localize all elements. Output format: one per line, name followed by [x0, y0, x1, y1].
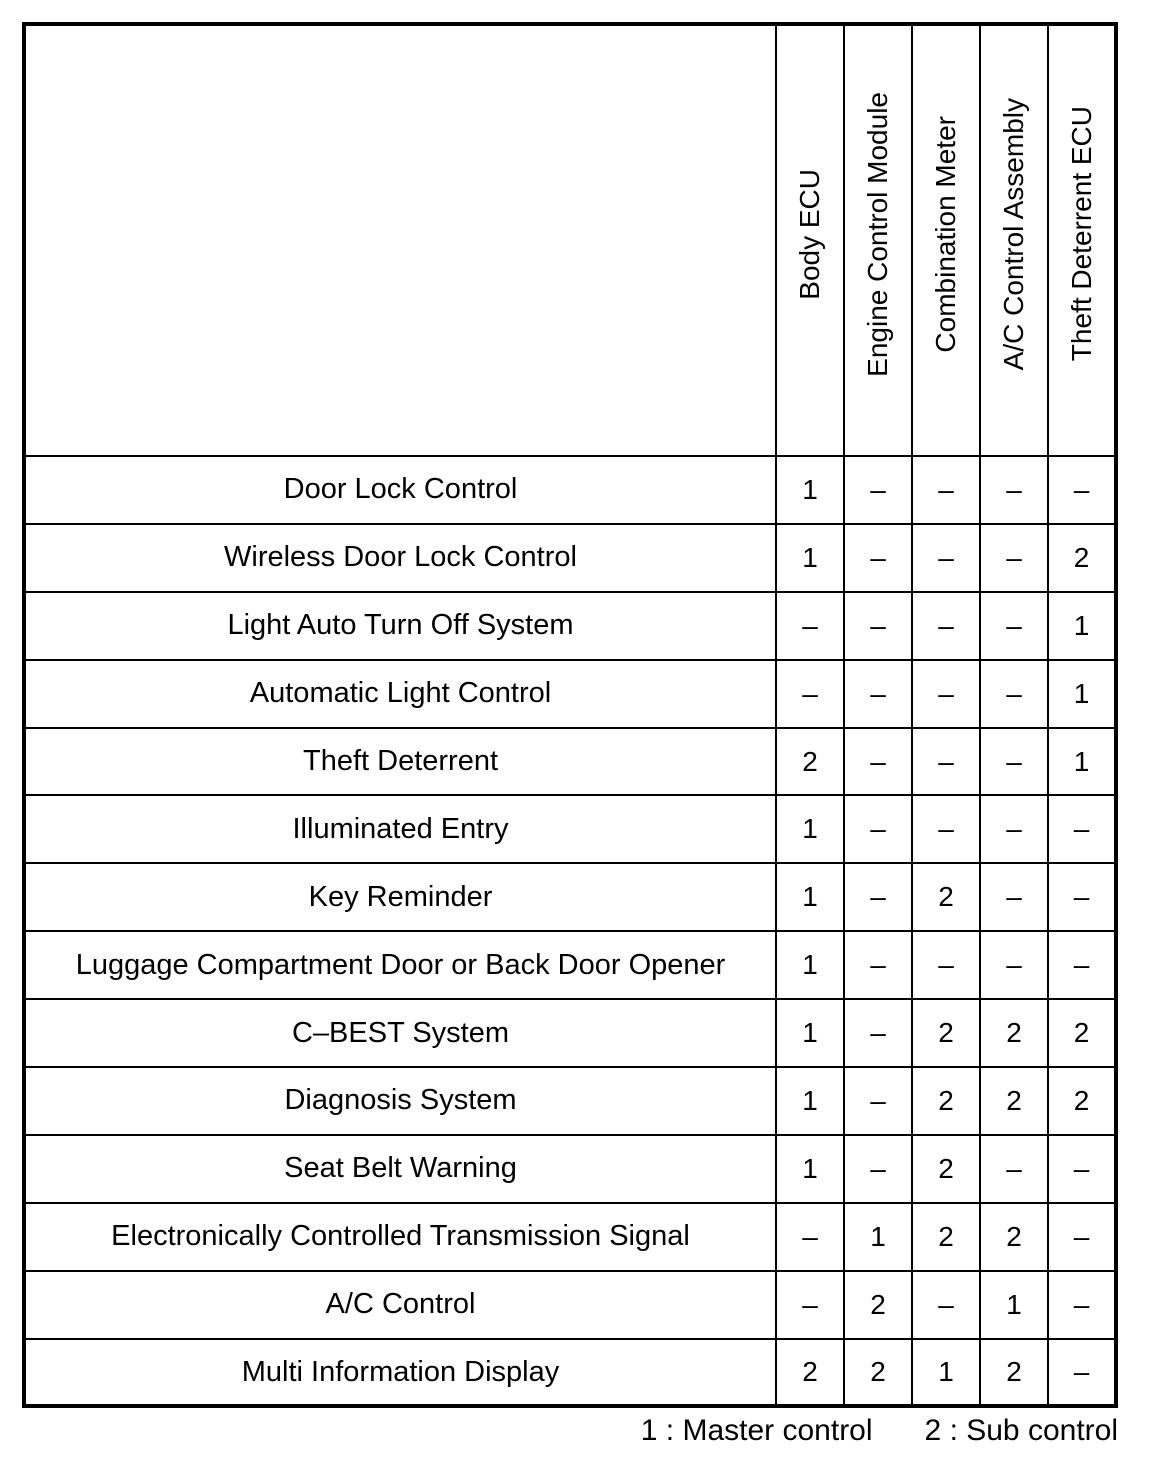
control-level-cell: 2: [776, 728, 844, 796]
control-level-cell: –: [844, 592, 912, 660]
table-row: [24, 795, 1116, 863]
control-level-cell: 1: [776, 795, 844, 863]
control-level-cell: 2: [776, 1339, 844, 1407]
legend-master-control: 1 : Master control: [640, 1414, 873, 1447]
control-level-cell: –: [844, 1135, 912, 1203]
table-row: [24, 999, 1116, 1067]
column-header-body-ecu: [776, 24, 844, 456]
control-level-cell: 2: [844, 1271, 912, 1339]
table-body: [24, 456, 1116, 1406]
column-header-label: Body ECU: [794, 168, 825, 300]
control-level-cell: 1: [1048, 592, 1116, 660]
feature-name-cell: Door Lock Control: [24, 456, 776, 524]
control-level-cell: –: [1048, 456, 1116, 524]
table-row: [24, 1271, 1116, 1339]
control-level-cell: –: [1048, 1203, 1116, 1271]
column-header-theft-deterrent-ecu: [1048, 24, 1116, 456]
control-level-cell: 1: [776, 524, 844, 592]
control-level-cell: 2: [980, 999, 1048, 1067]
feature-name-cell: A/C Control: [24, 1271, 776, 1339]
control-level-cell: –: [912, 524, 980, 592]
control-level-cell: 2: [912, 863, 980, 931]
column-header-ac-control-assembly: [980, 24, 1048, 456]
control-level-cell: –: [1048, 795, 1116, 863]
control-level-cell: –: [776, 1271, 844, 1339]
control-level-cell: –: [912, 660, 980, 728]
control-level-cell: 1: [776, 999, 844, 1067]
control-level-cell: 2: [1048, 1067, 1116, 1135]
control-level-cell: –: [844, 999, 912, 1067]
legend: [641, 1414, 1118, 1448]
control-level-cell: –: [1048, 1339, 1116, 1407]
control-level-cell: –: [980, 863, 1048, 931]
control-level-cell: –: [912, 456, 980, 524]
control-level-cell: –: [980, 931, 1048, 999]
ecu-control-table-container: [22, 22, 1118, 1404]
control-level-cell: 2: [912, 1135, 980, 1203]
table-row: [24, 863, 1116, 931]
column-header-label: Theft Deterrent ECU: [1065, 106, 1097, 362]
control-level-cell: 2: [1048, 524, 1116, 592]
control-level-cell: –: [980, 592, 1048, 660]
control-level-cell: –: [844, 863, 912, 931]
control-level-cell: –: [1048, 863, 1116, 931]
control-level-cell: 2: [912, 1067, 980, 1135]
control-level-cell: –: [980, 660, 1048, 728]
feature-name-cell: Wireless Door Lock Control: [24, 524, 776, 592]
column-header-engine-control-module: [844, 24, 912, 456]
header-row: [24, 24, 1116, 456]
control-level-cell: –: [912, 795, 980, 863]
control-level-cell: –: [980, 524, 1048, 592]
feature-name-cell: Theft Deterrent: [24, 728, 776, 796]
control-level-cell: –: [844, 795, 912, 863]
feature-name-cell: Light Auto Turn Off System: [24, 592, 776, 660]
control-level-cell: 1: [776, 456, 844, 524]
control-level-cell: –: [912, 931, 980, 999]
control-level-cell: –: [776, 1203, 844, 1271]
table-row: [24, 728, 1116, 796]
control-level-cell: –: [844, 660, 912, 728]
control-level-cell: –: [1048, 1271, 1116, 1339]
control-level-cell: 1: [776, 1135, 844, 1203]
feature-name-cell: Seat Belt Warning: [24, 1135, 776, 1203]
table-row: [24, 1135, 1116, 1203]
control-level-cell: –: [980, 456, 1048, 524]
control-level-cell: –: [844, 931, 912, 999]
table-row: [24, 1203, 1116, 1271]
control-level-cell: –: [844, 728, 912, 796]
table-row: [24, 1067, 1116, 1135]
control-level-cell: 1: [844, 1203, 912, 1271]
control-level-cell: 2: [1048, 999, 1116, 1067]
control-level-cell: –: [1048, 1135, 1116, 1203]
table-row: [24, 592, 1116, 660]
control-level-cell: –: [844, 1067, 912, 1135]
control-level-cell: –: [980, 728, 1048, 796]
column-header-label: A/C Control Assembly: [998, 97, 1029, 371]
control-level-cell: 1: [776, 863, 844, 931]
control-level-cell: 1: [1048, 660, 1116, 728]
control-level-cell: –: [844, 456, 912, 524]
table-row: [24, 660, 1116, 728]
ecu-control-matrix-table: [22, 22, 1118, 1408]
control-level-cell: 1: [776, 1067, 844, 1135]
control-level-cell: 1: [1048, 728, 1116, 796]
table-row: [24, 524, 1116, 592]
feature-name-cell: Automatic Light Control: [24, 660, 776, 728]
control-level-cell: –: [912, 592, 980, 660]
control-level-cell: 2: [912, 999, 980, 1067]
control-level-cell: –: [776, 592, 844, 660]
empty-corner-cell: [24, 24, 776, 456]
control-level-cell: 1: [776, 931, 844, 999]
control-level-cell: 1: [912, 1339, 980, 1407]
control-level-cell: –: [980, 795, 1048, 863]
control-level-cell: 2: [980, 1203, 1048, 1271]
table-row: [24, 931, 1116, 999]
control-level-cell: –: [776, 660, 844, 728]
feature-name-cell: Key Reminder: [24, 863, 776, 931]
control-level-cell: 1: [980, 1271, 1048, 1339]
column-header-combination-meter: [912, 24, 980, 456]
control-level-cell: 2: [980, 1339, 1048, 1407]
control-level-cell: –: [844, 524, 912, 592]
feature-name-cell: C–BEST System: [24, 999, 776, 1067]
feature-name-cell: Illuminated Entry: [24, 795, 776, 863]
table-row: [24, 456, 1116, 524]
column-header-label: Engine Control Module: [862, 91, 893, 377]
control-level-cell: 2: [912, 1203, 980, 1271]
control-level-cell: –: [1048, 931, 1116, 999]
table-row: [24, 1339, 1116, 1407]
control-level-cell: 2: [844, 1339, 912, 1407]
feature-name-cell: Electronically Controlled Transmission Signal: [24, 1203, 776, 1271]
feature-name-cell: Diagnosis System: [24, 1067, 776, 1135]
control-level-cell: –: [912, 728, 980, 796]
feature-name-cell: Multi Information Display: [24, 1339, 776, 1407]
control-level-cell: 2: [980, 1067, 1048, 1135]
column-header-label: Combination Meter: [930, 115, 961, 353]
control-level-cell: –: [912, 1271, 980, 1339]
feature-name-cell: Luggage Compartment Door or Back Door Opener: [24, 931, 776, 999]
legend-sub-control: 2 : Sub control: [924, 1414, 1118, 1447]
control-level-cell: –: [980, 1135, 1048, 1203]
